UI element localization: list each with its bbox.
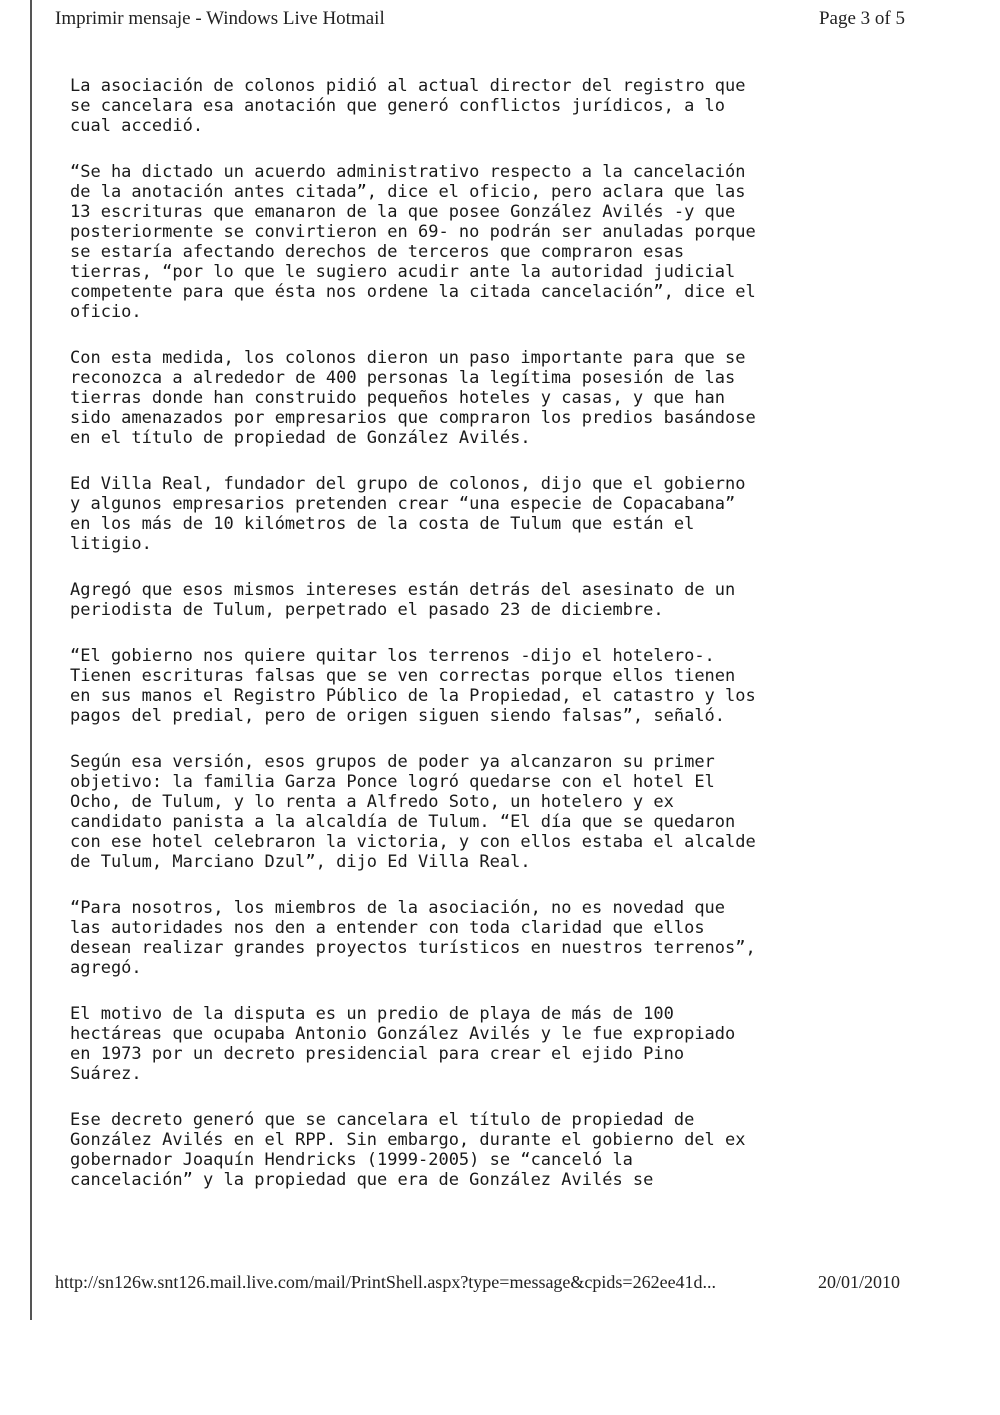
paragraph-line: cual accedió. (70, 116, 204, 136)
paragraph-line: agregó. (70, 958, 142, 978)
paragraph-line: gobernador Joaquín Hendricks (1999-2005) se “canceló la (70, 1150, 633, 1170)
paragraph-line: Ese decreto generó que se cancelara el título de propiedad de (70, 1110, 695, 1130)
paragraph-line: en los más de 10 kilómetros de la costa de Tulum que están el (70, 514, 695, 534)
paragraph-line: La asociación de colonos pidió al actual director del registro que (70, 76, 746, 96)
paragraph-line: Según esa versión, esos grupos de poder ya alcanzaron su primer (70, 752, 715, 772)
paragraph-line: litigio. (70, 534, 152, 554)
paragraph-line: las autoridades nos den a entender con toda claridad que ellos (70, 918, 705, 938)
paragraph-line: “Para nosotros, los miembros de la asociación, no es novedad que (70, 898, 726, 918)
paragraph-line: Tienen escrituras falsas que se ven correctas porque ellos tienen (70, 666, 736, 686)
message-body (70, 76, 930, 1216)
paragraph-line: “Se ha dictado un acuerdo administrativo respecto a la cancelación (70, 162, 746, 182)
paragraph-line: con ese hotel celebraron la victoria, y con ellos estaba el alcalde (70, 832, 756, 852)
paragraph-line: tierras, “por lo que le sugiero acudir ante la autoridad judicial (70, 262, 736, 282)
paragraph-line: se estaría afectando derechos de terceros que compraron esas (70, 242, 685, 262)
page-left-rule (30, 0, 32, 1320)
body-paragraph (70, 898, 930, 978)
paragraph-line: tierras donde han construido pequeños hoteles y casas, y que han (70, 388, 726, 408)
body-paragraph (70, 1110, 930, 1190)
body-paragraph (70, 580, 930, 620)
print-footer-date: 20/01/2010 (817, 1272, 900, 1292)
paragraph-line: en 1973 por un decreto presidencial para crear el ejido Pino (70, 1044, 685, 1064)
paragraph-line: candidato panista a la alcaldía de Tulum. “El día que se quedaron (70, 812, 736, 832)
paragraph-line: en sus manos el Registro Público de la Propiedad, el catastro y los (70, 686, 756, 706)
body-paragraph (70, 752, 930, 872)
paragraph-line: objetivo: la familia Garza Ponce logró quedarse con el hotel El (70, 772, 715, 792)
paragraph-line: pagos del predial, pero de origen siguen siendo falsas”, señaló. (70, 706, 726, 726)
paragraph-line: “El gobierno nos quiere quitar los terrenos -dijo el hotelero-. (70, 646, 715, 666)
body-paragraph (70, 162, 930, 322)
paragraph-line: de la anotación antes citada”, dice el oficio, pero aclara que las (70, 182, 746, 202)
paragraph-line: desean realizar grandes proyectos turísticos en nuestros terrenos”, (70, 938, 756, 958)
paragraph-line: Ocho, de Tulum, y lo renta a Alfredo Soto, un hotelero y ex (70, 792, 674, 812)
paragraph-line: posteriormente se convirtieron en 69- no podrán ser anuladas porque (70, 222, 756, 242)
paragraph-line: El motivo de la disputa es un predio de playa de más de 100 (70, 1004, 674, 1024)
paragraph-line: reconozca a alrededor de 400 personas la legítima posesión de las (70, 368, 736, 388)
paragraph-line: cancelación” y la propiedad que era de González Avilés se (70, 1170, 654, 1190)
paragraph-line: sido amenazados por empresarios que compraron los predios basándose (70, 408, 756, 428)
paragraph-line: periodista de Tulum, perpetrado el pasado 23 de diciembre. (70, 600, 664, 620)
page-number: Page 3 of 5 (818, 8, 905, 29)
paragraph-line: en el título de propiedad de González Avilés. (70, 428, 531, 448)
paragraph-line: Suárez. (70, 1064, 142, 1084)
paragraph-line: oficio. (70, 302, 142, 322)
body-paragraph (70, 646, 930, 726)
body-paragraph (70, 1004, 930, 1084)
body-paragraph (70, 76, 930, 136)
body-paragraph (70, 348, 930, 448)
paragraph-line: y algunos empresarios pretenden crear “una especie de Copacabana” (70, 494, 736, 514)
paragraph-line: González Avilés en el RPP. Sin embargo, durante el gobierno del ex (70, 1130, 746, 1150)
print-header-title: Imprimir mensaje - Windows Live Hotmail (55, 8, 385, 29)
paragraph-line: Con esta medida, los colonos dieron un paso importante para que se (70, 348, 746, 368)
paragraph-line: hectáreas que ocupaba Antonio González Avilés y le fue expropiado (70, 1024, 736, 1044)
paragraph-line: competente para que ésta nos ordene la citada cancelación”, dice el (70, 282, 756, 302)
print-footer-url: http://sn126w.snt126.mail.live.com/mail/PrintShell.aspx?type=message&cpids=262ee41d... (55, 1272, 717, 1292)
body-paragraph (70, 474, 930, 554)
paragraph-line: Agregó que esos mismos intereses están detrás del asesinato de un (70, 580, 736, 600)
paragraph-line: Ed Villa Real, fundador del grupo de colonos, dijo que el gobierno (70, 474, 746, 494)
paragraph-line: de Tulum, Marciano Dzul”, dijo Ed Villa Real. (70, 852, 531, 872)
paragraph-line: 13 escrituras que emanaron de la que posee González Avilés -y que (70, 202, 736, 222)
paragraph-line: se cancelara esa anotación que generó conflictos jurídicos, a lo (70, 96, 726, 116)
